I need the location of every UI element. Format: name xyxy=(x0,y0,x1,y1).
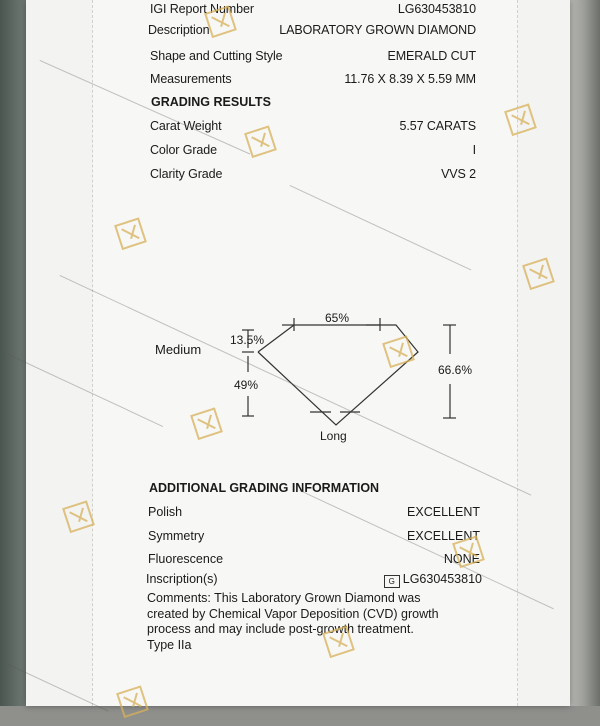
watermark-logo-icon xyxy=(318,620,364,666)
comments-line-1: Comments: This Laboratory Grown Diamond was xyxy=(147,591,421,605)
table-percent: 65% xyxy=(325,311,350,325)
polish-value: EXCELLENT xyxy=(407,505,480,519)
symmetry-value: EXCELLENT xyxy=(407,529,480,543)
grading-results-heading: GRADING RESULTS xyxy=(151,95,271,109)
symmetry-label: Symmetry xyxy=(148,529,205,543)
watermark-logo-icon xyxy=(186,402,232,448)
additional-grading-heading: ADDITIONAL GRADING INFORMATION xyxy=(149,481,380,495)
culet-label: Long xyxy=(320,429,347,443)
measurements-label: Measurements xyxy=(150,72,232,86)
inscription-value: LG630453810 xyxy=(402,572,482,586)
fluorescence-value: NONE xyxy=(443,552,480,566)
description-value: LABORATORY GROWN DIAMOND xyxy=(279,23,476,37)
watermark-logo-icon xyxy=(518,252,564,298)
watermark-logo-icon xyxy=(378,330,424,376)
clarity-value: VVS 2 xyxy=(441,167,476,181)
watermark-logo-icon xyxy=(58,495,104,541)
carat-label: Carat Weight xyxy=(150,119,222,133)
carat-value: 5.57 CARATS xyxy=(399,119,476,133)
pavilion-percent: 49% xyxy=(234,378,259,392)
polish-label: Polish xyxy=(148,505,183,519)
crown-percent: 13.5% xyxy=(230,333,265,347)
comments-block xyxy=(147,591,487,653)
comments-line-4: Type IIa xyxy=(147,637,192,652)
color-label: Color Grade xyxy=(150,143,217,157)
measurements-value: 11.76 X 8.39 X 5.59 MM xyxy=(344,72,476,86)
watermark-logo-icon xyxy=(500,98,546,144)
watermark-logo-icon xyxy=(200,0,246,46)
report-number-label: IGI Report Number xyxy=(150,2,254,16)
watermark-logo-icon xyxy=(448,530,494,576)
watermark-logo-icon xyxy=(110,212,156,258)
girdle-label: Medium xyxy=(155,342,202,357)
watermark-logo-icon xyxy=(240,120,286,166)
watermark-logo-icon xyxy=(112,680,158,726)
depth-percent: 66.6% xyxy=(438,363,473,377)
report-number-value: LG630453810 xyxy=(397,2,476,16)
comments-line-3: process and may include post-growth treatment. xyxy=(147,622,414,636)
color-value: I xyxy=(472,143,476,157)
description-label: Description xyxy=(148,23,210,37)
comments-line-2: created by Chemical Vapor Deposition (CVD) growth xyxy=(147,606,439,621)
clarity-label: Clarity Grade xyxy=(150,167,223,181)
inscription-label: Inscription(s) xyxy=(146,572,218,586)
shape-label: Shape and Cutting Style xyxy=(150,49,283,63)
fluorescence-label: Fluorescence xyxy=(148,552,224,566)
shape-value: EMERALD CUT xyxy=(387,49,476,63)
igi-logo-icon: G xyxy=(384,575,400,588)
